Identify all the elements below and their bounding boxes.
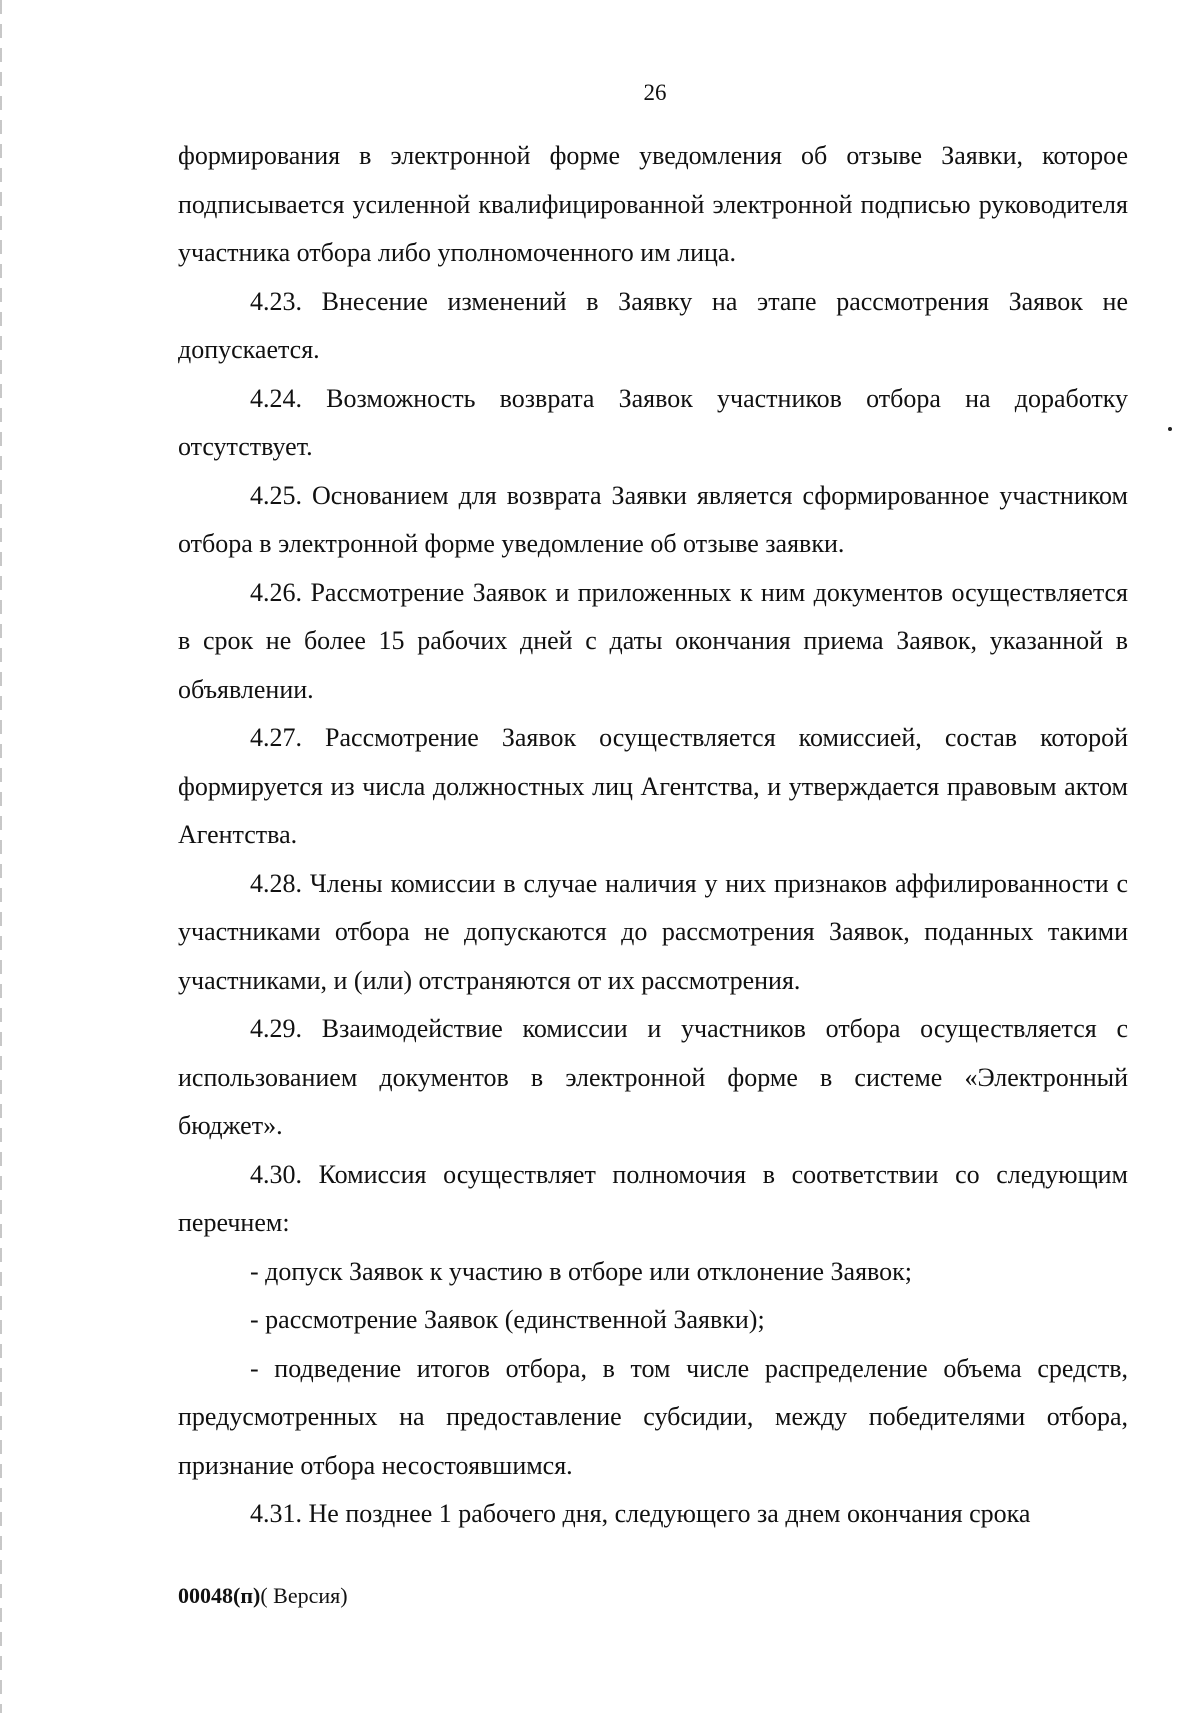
paragraph-4-27: 4.27. Рассмотрение Заявок осуществляется комиссией, состав которой формируется из числа должностных лиц Агентства, и утверждается правовым актом Агентства. bbox=[178, 723, 1128, 849]
document-version: ( Версия) bbox=[260, 1583, 348, 1608]
document-code: 00048(п) bbox=[178, 1583, 261, 1608]
document-footer bbox=[178, 1583, 348, 1609]
paragraph-continuation: формирования в электронной форме уведомления об отзыве Заявки, которое подписывается усиленной квалифицированной электронной подписью руководителя участника отбора либо уполномоченного им лица. bbox=[178, 141, 1128, 267]
paragraph-4-24: 4.24. Возможность возврата Заявок участников отбора на доработку отсутствует. bbox=[178, 383, 1128, 461]
paragraph-4-26: 4.26. Рассмотрение Заявок и приложенных к ним документов осуществляется в срок не более 15 рабочих дней с даты окончания приема Заявок, указанной в объявлении. bbox=[178, 577, 1128, 704]
paragraph-4-28: 4.28. Члены комиссии в случае наличия у них признаков аффилированности с участниками отбора не допускаются до рассмотрения Заявок, поданных такими участниками, и (или) отстраняются от их рассмотрения. bbox=[178, 868, 1128, 995]
document-body bbox=[178, 132, 1128, 1539]
list-item-results: - подведение итогов отбора, в том числе распределение объема средств, предусмотренных на предоставление субсидии, между победителями отбора, признание отбора несостоявшимся. bbox=[178, 1353, 1128, 1480]
scan-left-edge bbox=[0, 0, 2, 1713]
paragraph-4-25: 4.25. Основанием для возврата Заявки является сформированное участником отбора в электронной форме уведомление об отзыве заявки. bbox=[178, 480, 1128, 558]
paragraph-4-30: 4.30. Комиссия осуществляет полномочия в соответствии со следующим перечнем: bbox=[178, 1159, 1128, 1237]
scan-speck bbox=[1168, 427, 1172, 431]
list-item-review: - рассмотрение Заявок (единственной Заявки); bbox=[250, 1305, 765, 1334]
list-item-admission: - допуск Заявок к участию в отборе или отклонение Заявок; bbox=[250, 1256, 913, 1286]
page-number: 26 bbox=[643, 80, 667, 105]
paragraph-4-23: 4.23. Внесение изменений в Заявку на этапе рассмотрения Заявок не допускается. bbox=[178, 286, 1128, 364]
paragraph-4-29: 4.29. Взаимодействие комиссии и участников отбора осуществляется с использованием документов в электронной форме в системе «Электронный бюджет». bbox=[178, 1014, 1128, 1140]
paragraph-4-31: 4.31. Не позднее 1 рабочего дня, следующего за днем окончания срока bbox=[250, 1499, 1031, 1528]
